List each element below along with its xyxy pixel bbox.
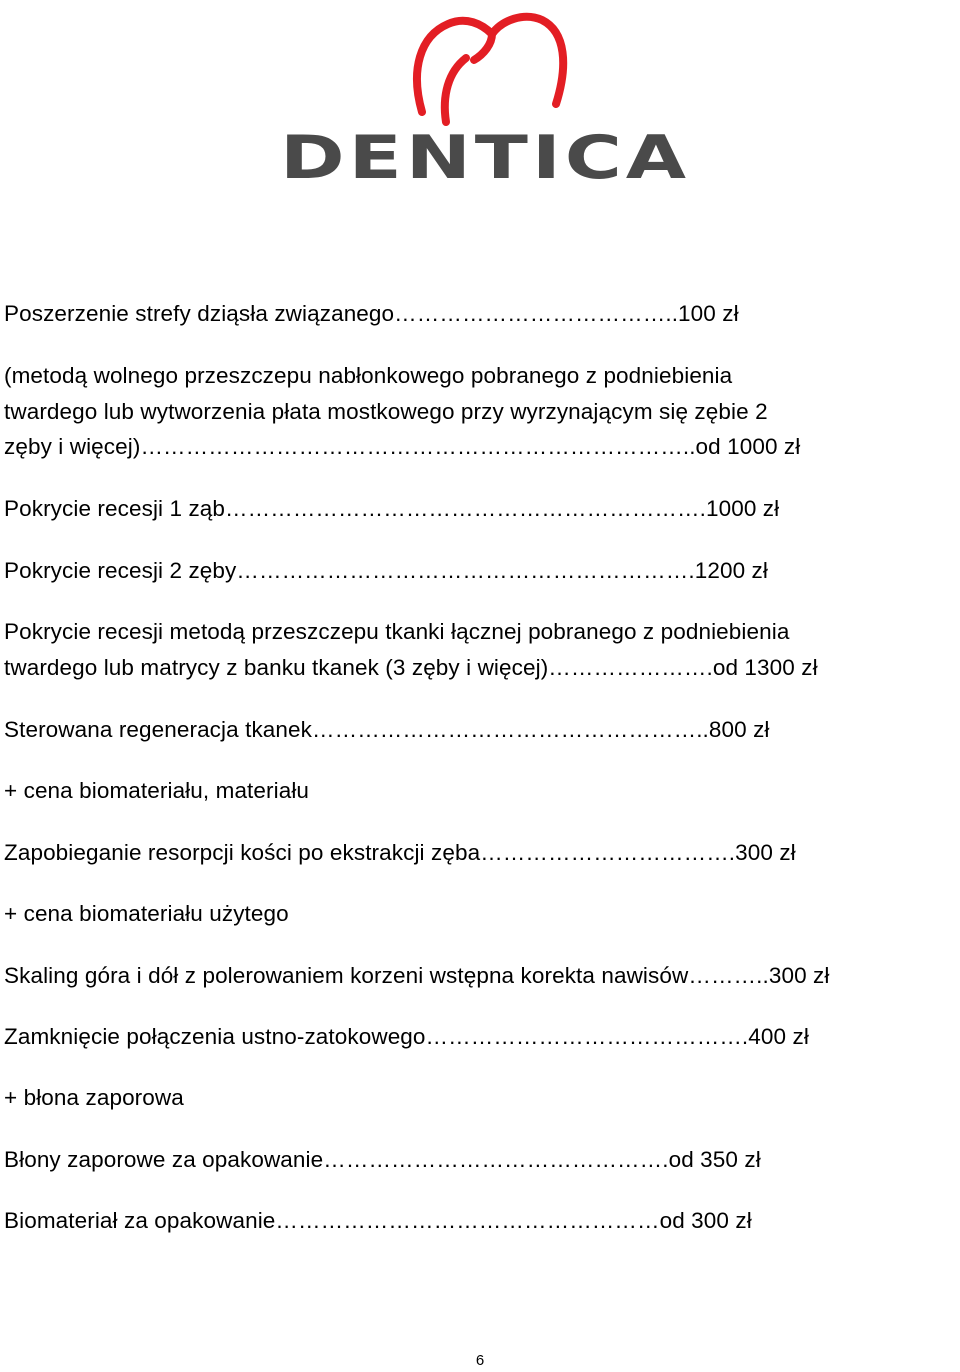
page-number: 6 [475, 1352, 485, 1369]
dentica-logo [270, 0, 700, 190]
price-line: Biomateriał za opakowanie……………………………………………od 300 zł [4, 1208, 752, 1233]
price-line: Pokrycie recesji 1 ząb……………………………………………………….1000 zł [4, 496, 780, 521]
description-line: (metodą wolnego przeszczepu nabłonkowego pobranego z podniebienia [4, 363, 733, 388]
description-line: twardego lub wytworzenia płata mostkowego przy wyrzynającym się zębie 2 [4, 399, 768, 424]
price-line: Zapobieganie resorpcji kości po ekstrakcji zęba…………………………….300 zł [4, 840, 796, 865]
tooth-icon [417, 17, 563, 122]
price-line: Poszerzenie strefy dziąsła związanego………………………………..100 zł [4, 301, 739, 326]
note-line: + błona zaporowa [4, 1085, 184, 1110]
price-line: Pokrycie recesji 2 zęby…………………………………………………….1200 zł [4, 558, 768, 583]
price-line: twardego lub matrycy z banku tkanek (3 zęby i więcej)………………….od 1300 zł [4, 655, 818, 680]
note-line: + cena biomateriału użytego [4, 901, 289, 926]
description-line: Pokrycie recesji metodą przeszczepu tkanki łącznej pobranego z podniebienia [4, 619, 790, 644]
price-line: Zamknięcie połączenia ustno-zatokowego…………………………………….400 zł [4, 1024, 809, 1049]
price-line: Błony zaporowe za opakowanie……………………………………….od 350 zł [4, 1147, 761, 1172]
price-line: Sterowana regeneracja tkanek……………………………………………..800 zł [4, 717, 770, 742]
price-line: zęby i więcej)………………………………………………………………..od 1000 zł [4, 434, 801, 459]
logo-text: DENTICA [280, 123, 690, 190]
note-line: + cena biomateriału, materiału [4, 778, 310, 803]
price-line: Skaling góra i dół z polerowaniem korzeni wstępna korekta nawisów………..300 zł [4, 963, 830, 988]
